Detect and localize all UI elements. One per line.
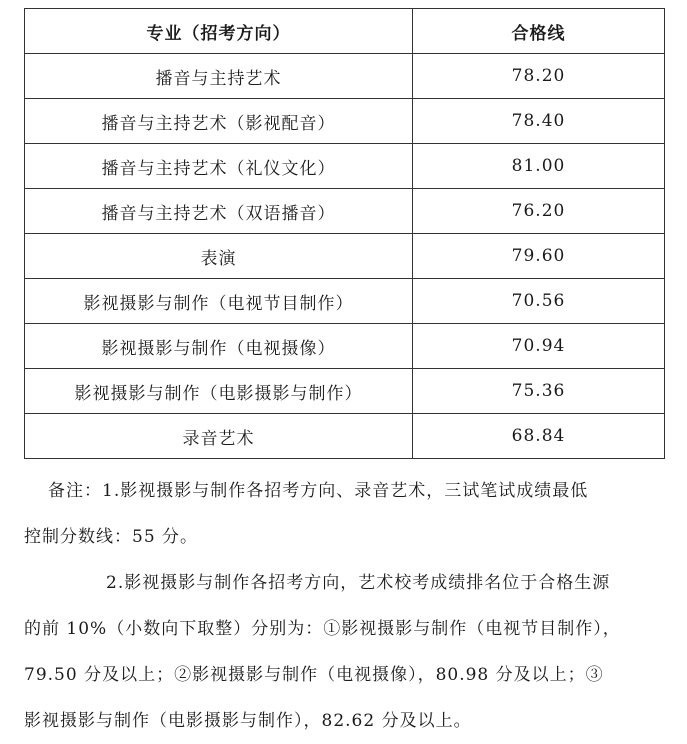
score-cell: 70.94: [413, 324, 665, 369]
score-table: [24, 8, 665, 459]
score-cell: 79.60: [413, 234, 665, 279]
table-row: [25, 99, 665, 144]
header-major: 专业（招考方向）: [25, 9, 413, 54]
table-row: [25, 279, 665, 324]
table-row: [25, 414, 665, 459]
table-row: [25, 54, 665, 99]
table-row: [25, 189, 665, 234]
score-cell: 70.56: [413, 279, 665, 324]
score-cell: 68.84: [413, 414, 665, 459]
table-row: [25, 234, 665, 279]
note-line-1: 备注：1.影视摄影与制作各招考方向、录音艺术，三试笔试成绩最低: [48, 481, 589, 501]
major-cell: 播音与主持艺术: [25, 54, 413, 99]
score-cell: 78.40: [413, 99, 665, 144]
score-cell: 78.20: [413, 54, 665, 99]
note-line-3: 2.影视摄影与制作各招考方向，艺术校考成绩排名位于合格生源: [106, 573, 611, 593]
table-header-row: [25, 9, 665, 54]
major-cell: 影视摄影与制作（电视节目制作）: [25, 279, 413, 324]
header-score: 合格线: [413, 9, 665, 54]
major-cell: 播音与主持艺术（礼仪文化）: [25, 144, 413, 189]
major-cell: 影视摄影与制作（电视摄像）: [25, 324, 413, 369]
score-cell: 76.20: [413, 189, 665, 234]
notes-section: [24, 468, 664, 744]
note-line-2: 控制分数线：55 分。: [24, 527, 199, 547]
major-cell: 表演: [25, 234, 413, 279]
note-line-6: 影视摄影与制作（电影摄影与制作），82.62 分及以上。: [24, 711, 472, 731]
major-cell: 播音与主持艺术（影视配音）: [25, 99, 413, 144]
table-row: [25, 144, 665, 189]
note-line-5: 79.50 分及以上；②影视摄影与制作（电视摄像），80.98 分及以上；③: [24, 665, 604, 685]
score-cell: 81.00: [413, 144, 665, 189]
major-cell: 影视摄影与制作（电影摄影与制作）: [25, 369, 413, 414]
note-line-4: 的前 10%（小数向下取整）分别为：①影视摄影与制作（电视节目制作），: [24, 619, 621, 639]
table-row: [25, 324, 665, 369]
table-row: [25, 369, 665, 414]
major-cell: 录音艺术: [25, 414, 413, 459]
score-cell: 75.36: [413, 369, 665, 414]
major-cell: 播音与主持艺术（双语播音）: [25, 189, 413, 234]
